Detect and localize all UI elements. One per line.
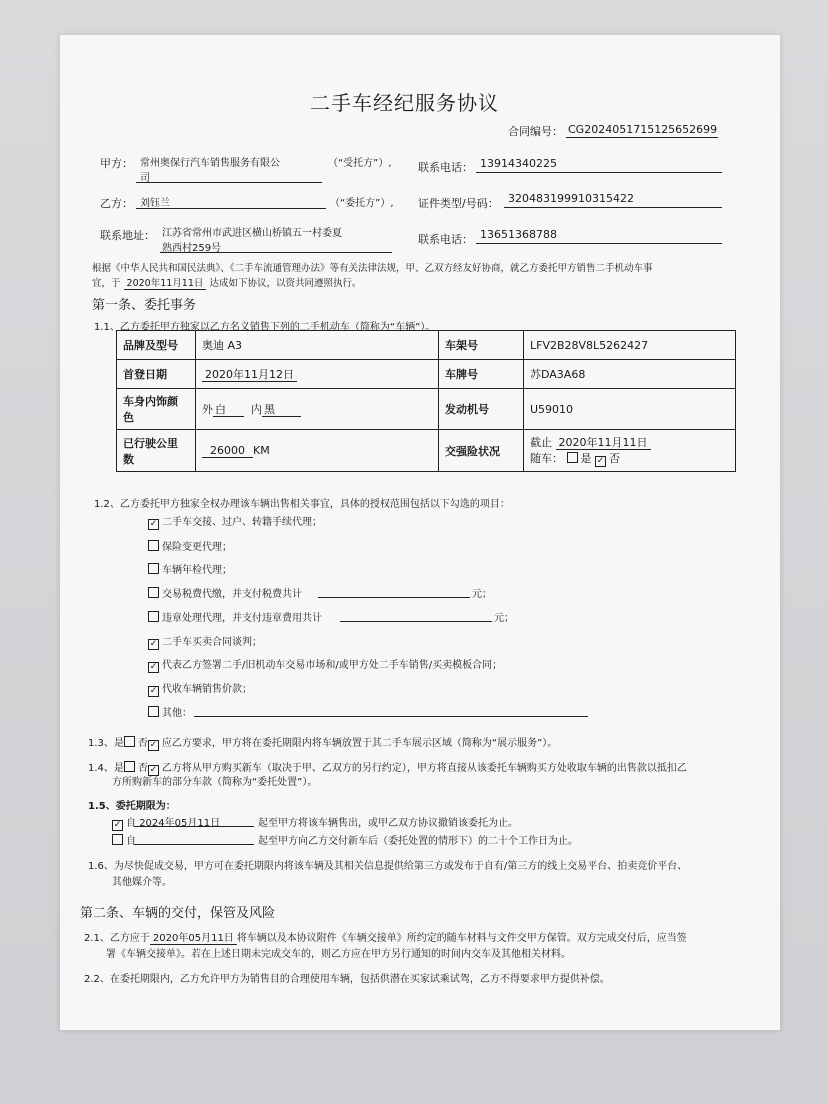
document-title: 二手车经纪服务协议	[310, 91, 499, 115]
clause-1-3-no-checkbox[interactable]: ✓	[149, 740, 158, 750]
scope-checkbox[interactable]	[148, 611, 159, 622]
party-b-label: 乙方：	[100, 197, 133, 210]
clause-1-5-heading: 1.5、委托期限为：	[88, 801, 176, 812]
outer-color: 白	[213, 403, 244, 417]
brand-label: 品牌及型号	[117, 331, 196, 360]
clause-1-3: 1.3、是 否 ✓ 应乙方要求，甲方将在委托期限内将车辆放置于其二手车展示区域（简称为“展示服务”）。	[88, 738, 558, 750]
contract-no: CG2024051715125652699	[568, 123, 718, 136]
clause-1-4-no-checkbox[interactable]: ✓	[149, 765, 158, 775]
clause-1-6-line-1: 1.6、为尽快促成交易，甲方可在委托期限内将该车辆及其相关信息提供给第三方或发布于自有/第三方的线上交易平台、拍卖竞价平台、	[88, 861, 688, 872]
mileage-value: 26000	[202, 444, 253, 458]
term-1-checkbox[interactable]: ✓	[113, 820, 122, 830]
plate-label: 车牌号	[439, 360, 524, 389]
preamble-line-1: 根据《中华人民共和国民法典》、《二手车流通管理办法》等有关法律法规，甲、乙双方经友好协商，就乙方委托甲方销售二手机动车事	[92, 263, 653, 274]
inner-color: 黑	[262, 403, 301, 417]
scope-item: 违章处理代理，并支付违章费用共计	[148, 609, 322, 624]
scope-item: 保险变更代理；	[148, 538, 232, 553]
preamble-date: 2020年11月11日	[124, 278, 207, 290]
scope-checkbox[interactable]	[148, 540, 159, 551]
clause-1-6-line-2: 其他媒介等。	[112, 877, 172, 888]
party-a-label: 甲方：	[100, 157, 133, 170]
frame-value: LFV2B28V8L5262427	[524, 331, 736, 360]
term-row-2: 自	[112, 832, 136, 847]
scope-checkbox[interactable]	[148, 706, 159, 717]
scope-item: 车辆年检代理；	[148, 561, 232, 576]
clause-1-4-line-1: 1.4、是 否 ✓ 乙方将从甲方购买新车（取决于甲、乙双方的另行约定），甲方将直接从该委托车辆购买方处收取车辆的出售款以抵扣乙	[88, 763, 687, 775]
color-label: 车身内饰颜 色	[117, 389, 196, 430]
insurance-label: 交强险状况	[439, 430, 524, 472]
clause-2-1-line-2: 署《车辆交接单》。若在上述日期未完成交车的，则乙方应在甲方另行通知的时间内交车及其他相关材料。	[106, 949, 571, 960]
engine-label: 发动机号	[439, 389, 524, 430]
party-b-phone-label: 联系电话：	[418, 233, 473, 246]
term-1-text: 起至甲方将该车辆售出，或甲乙双方协议撤销该委托为止。	[258, 818, 518, 829]
section-2-heading: 第二条、车辆的交付，保管及风险	[80, 906, 276, 921]
party-a-phone-label: 联系电话：	[418, 161, 473, 174]
scope-item: ✓ 代收车辆销售价款；	[149, 684, 252, 696]
party-a-role: （“受托方”）,	[328, 158, 392, 169]
clause-1-1: 1.1、乙方委托甲方独家以乙方名义销售下列的二手机动车（简称为“车辆”）。	[94, 322, 436, 333]
party-a-phone: 13914340225	[480, 157, 557, 170]
contract-no-label: 合同编号：	[508, 125, 563, 138]
term-1-date: 2024年05月11日	[139, 818, 221, 829]
scope-item: 其他：	[148, 704, 192, 719]
insurance-no-checkbox[interactable]: ✓	[596, 456, 605, 466]
reg-date-value: 2020年11月12日	[202, 368, 297, 382]
engine-value: U59010	[524, 389, 736, 430]
preamble-line-2: 宜，于 2020年11月11日 达成如下协议，以资共同遵照执行。	[92, 278, 362, 289]
scope-item: ✓ 二手车交接、过户、转籍手续代理；	[149, 517, 322, 529]
section-1-heading: 第一条、委托事务	[92, 298, 197, 313]
party-b-id: 320483199910315422	[508, 192, 634, 205]
scope-item: ✓ 代表乙方签署二手/旧机动车交易市场和/或甲方处二手车销售/买卖模板合同；	[149, 660, 503, 672]
party-a-name-2: 司	[140, 173, 150, 184]
violation-yuan: 元；	[494, 613, 514, 624]
term-2-checkbox[interactable]	[112, 834, 123, 845]
scope-checkbox[interactable]: ✓	[149, 519, 158, 529]
party-b-address-label: 联系地址：	[100, 229, 155, 242]
frame-label: 车架号	[439, 331, 524, 360]
brand-value: 奥迪 A3	[196, 331, 439, 360]
scope-checkbox[interactable]: ✓	[149, 662, 158, 672]
clause-2-1-line-1: 2.1、乙方应于 2020年05月11日 将车辆以及本协议附件《车辆交接单》所约定的随车材料与文件交甲方保管。双方完成交付后，应当签	[84, 933, 687, 944]
scope-checkbox[interactable]: ✓	[149, 639, 158, 649]
clause-1-3-yes-checkbox[interactable]	[124, 736, 135, 747]
clause-1-2-intro: 1.2、乙方委托甲方独家全权办理该车辆出售相关事宜，具体的授权范围包括以下勾选的项目：	[94, 499, 510, 510]
clause-2-1-date: 2020年05月11日	[150, 933, 237, 945]
party-b-address-1: 江苏省常州市武进区横山桥镇五一村委夏	[162, 228, 342, 239]
insurance-date: 2020年11月11日	[556, 436, 651, 450]
term-2-text: 起至甲方向乙方交付新车后（委托处置的情形下）的二十个工作日为止。	[258, 836, 578, 847]
plate-value: 苏DA3A68	[524, 360, 736, 389]
party-a-name-1: 常州奥保行汽车销售服务有限公	[140, 158, 280, 169]
mileage-label: 已行驶公里 数	[117, 430, 196, 472]
clause-1-4-yes-checkbox[interactable]	[124, 761, 135, 772]
vehicle-table: 品牌及型号 奥迪 A3 车架号 LFV2B28V8L5262427 首登日期 2020年11月12日 车牌号 苏DA3A68 车身内饰颜 色 外 白 内 黑 发动机号 U59010 已行驶公里 数 26000 KM 交强险状况 截止 2020年11月11日 随车： 是 ✓ 否	[116, 330, 736, 472]
scope-item: 交易税费代缴，并支付税费共计	[148, 585, 302, 600]
party-b-id-label: 证件类型/号码：	[418, 197, 499, 210]
reg-date-label: 首登日期	[117, 360, 196, 389]
clause-2-2: 2.2、在委托期限内，乙方允许甲方为销售目的合理使用车辆，包括供潜在买家试乘试驾，乙方不得要求甲方提供补偿。	[84, 974, 610, 985]
scope-checkbox[interactable]	[148, 587, 159, 598]
scope-item: ✓ 二手车买卖合同谈判；	[149, 637, 262, 649]
insurance-yes-checkbox[interactable]	[567, 452, 578, 463]
contract-sheet	[60, 35, 780, 1030]
scope-checkbox[interactable]: ✓	[149, 686, 158, 696]
term-row-1: ✓ 自 2024年05月11日	[113, 818, 221, 830]
party-b-name: 刘钰兰	[140, 198, 170, 209]
party-b-address-2: 熟西村259号	[162, 243, 222, 254]
scope-checkbox[interactable]	[148, 563, 159, 574]
clause-1-4-line-2: 方所购新车的部分车款（简称为“委托处置”）。	[112, 777, 318, 788]
tax-yuan: 元；	[472, 589, 492, 600]
party-b-phone: 13651368788	[480, 228, 557, 241]
party-b-role: （“委托方”）,	[330, 198, 394, 209]
